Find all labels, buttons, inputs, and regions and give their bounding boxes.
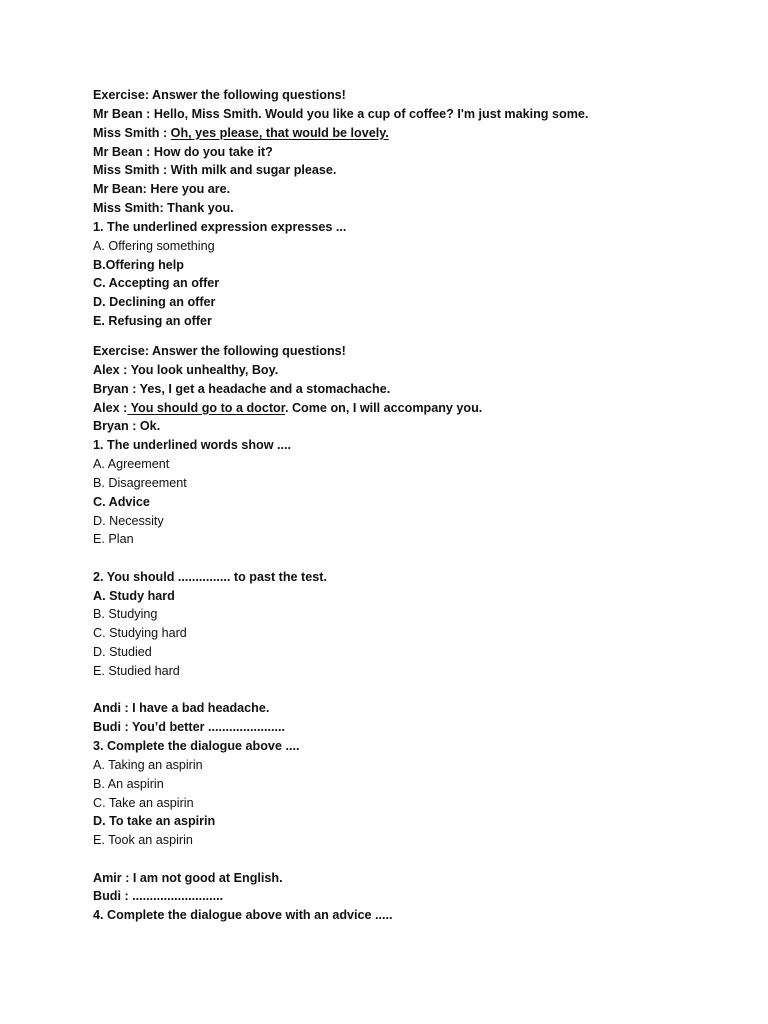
dialogue-line: Mr Bean : How do you take it? — [93, 144, 273, 159]
option: A. Agreement — [93, 457, 170, 472]
underlined-words: You should go to a doctor — [127, 400, 285, 415]
document-page — [93, 86, 733, 925]
option: E. Studied hard — [93, 663, 180, 678]
option: E. Took an aspirin — [93, 833, 193, 848]
question-text: 4. Complete the dialogue above with an advice ..... — [93, 908, 393, 923]
option: D. Declining an offer — [93, 295, 216, 310]
question-text: 2. You should ............... to past the test. — [93, 569, 327, 584]
dialogue-line: Miss Smith: Thank you. — [93, 201, 234, 216]
option-correct: A. Study hard — [93, 588, 175, 603]
dialogue-line: Budi : You’d better ...................... — [93, 720, 285, 735]
option: C. Studying hard — [93, 626, 187, 641]
option-correct: D. To take an aspirin — [93, 814, 216, 829]
question-4-dialogue — [93, 869, 733, 907]
question-text: 3. Complete the dialogue above .... — [93, 739, 300, 753]
option: A. Taking an aspirin — [93, 757, 203, 772]
option-correct: C. Accepting an offer — [93, 276, 220, 291]
underlined-expression: Oh, yes please, that would be lovely. — [170, 125, 389, 140]
dialogue-line: Alex : You should go to a doctor. Come on, I will accompany you. — [93, 400, 483, 415]
option: C. Take an aspirin — [93, 795, 194, 810]
option: D. Studied — [93, 645, 152, 660]
option: B.Offering help — [93, 257, 184, 272]
dialogue-line: Amir : I am not good at English. — [93, 870, 283, 885]
option: B. Disagreement — [93, 475, 187, 490]
option: A. Offering something — [93, 238, 215, 253]
option: B. Studying — [93, 607, 158, 622]
section-1-heading: Exercise: Answer the following questions! — [93, 88, 346, 102]
dialogue-line: Alex : You look unhealthy, Boy. — [93, 362, 279, 377]
option: D. Necessity — [93, 513, 164, 528]
dialogue-line: Bryan : Ok. — [93, 419, 161, 434]
dialogue-line: Miss Smith : Oh, yes please, that would be lovely. — [93, 125, 389, 140]
option: E. Refusing an offer — [93, 314, 212, 329]
dialogue-line: Mr Bean: Here you are. — [93, 182, 231, 197]
answer-options — [93, 455, 733, 549]
option: E. Plan — [93, 532, 134, 547]
dialogue-line: Budi : .......................... — [93, 889, 224, 904]
answer-options — [93, 587, 733, 681]
dialogue-line: Andi : I have a bad headache. — [93, 701, 270, 716]
dialogue-line: Bryan : Yes, I get a headache and a stomachache. — [93, 381, 391, 396]
dialogue-line: Miss Smith : With milk and sugar please. — [93, 163, 337, 178]
question-text: 1. The underlined expression expresses ... — [93, 219, 347, 234]
question-3-dialogue — [93, 699, 733, 737]
section-2-dialogue — [93, 361, 733, 436]
answer-options — [93, 237, 733, 331]
dialogue-line: Mr Bean : Hello, Miss Smith. Would you like a cup of coffee? I'm just making some. — [93, 106, 589, 121]
question-text: 1. The underlined words show .... — [93, 438, 292, 453]
section-2-heading: Exercise: Answer the following questions! — [93, 343, 346, 358]
option-correct: C. Advice — [93, 494, 150, 509]
section-1-dialogue — [93, 105, 733, 218]
answer-options — [93, 756, 733, 850]
option: B. An aspirin — [93, 776, 164, 791]
